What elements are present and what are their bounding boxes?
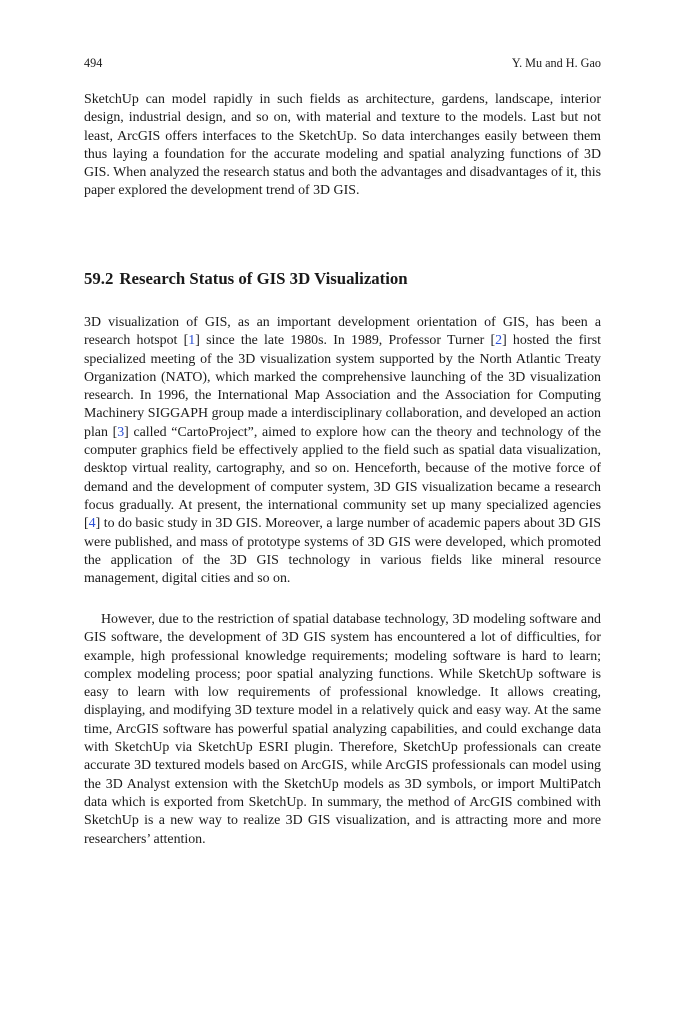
page-number: 494: [84, 56, 103, 70]
running-head: [84, 55, 601, 71]
body-paragraph-1: [84, 314, 601, 588]
section-heading: [84, 268, 601, 290]
paragraph1-text-2: ] since the late 1980s. In 1989, Professor Turner [: [195, 333, 496, 349]
running-head-authors: Y. Mu and H. Gao: [511, 56, 601, 70]
citation-link-2[interactable]: 2: [495, 333, 503, 349]
section-number: 59.2: [84, 269, 114, 288]
paragraph1-text-4: ] called “CartoProject”, aimed to explore how can the theory and technology of the computer graphics field be effectively applied to the field such as spatial data visualization, desktop virtual reality, cartography, and so on. Henceforth, because of the motive force of demand and the development of computer system, 3D GIS visualization became a research focus gradually. At present, the international community set up many specialized agencies [: [84, 424, 602, 532]
citation-link-1[interactable]: 1: [188, 333, 196, 349]
paragraph1-text-3: ] hosted the first specialized meeting of the 3D visualization system supported by the North Atlantic Treaty Organization (NATO), which marked the comprehensive launching of the 3D visualization research. In 1996, the International Map Association and the Association for Computing Machinery SIGGAPH group made a interdisciplinary collaboration, and developed an action plan [: [84, 333, 602, 440]
citation-link-4[interactable]: 4: [88, 516, 96, 532]
section-title: Research Status of GIS 3D Visualization: [119, 269, 408, 288]
paragraph1-text-1: 3D visualization of GIS, as an important development orientation of GIS, has been a research hotspot [: [84, 315, 601, 349]
citation-link-3[interactable]: 3: [117, 424, 125, 440]
body-paragraph-2: However, due to the restriction of spatial database technology, 3D modeling software and GIS software, the development of 3D GIS system has encountered a lot of difficulties, for example, high professional knowledge requirements; modeling software is hard to learn; complex modeling process; poor spatial analyzing functions. While SketchUp software is easy to learn with low requirements of professional knowledge. It allows creating, displaying, and modifying 3D texture model in a relatively quick and easy way. At the same time, ArcGIS software has powerful spatial analyzing capabilities, and could exchange data with SketchUp via SketchUp ESRI plugin. Therefore, SketchUp professionals can create accurate 3D textured models based on ArcGIS, while ArcGIS professionals can model using the 3D Analyst extension with the SketchUp models as 3D symbols, or import MultiPatch data which is exported from SketchUp. In summary, the method of ArcGIS combined with SketchUp is a new way to realize 3D GIS visualization, and is attracting more and more researchers’ attention.: [84, 612, 601, 847]
paragraph1-text-5: ] to do basic study in 3D GIS. Moreover, a large number of academic papers about 3D GIS were published, and mass of prototype systems of 3D GIS were developed, which promoted the application of the 3D GIS technology in various fields like mineral resource management, digital cities and so on.: [84, 516, 601, 587]
intro-paragraph: SketchUp can model rapidly in such fields as architecture, gardens, landscape, interior design, industrial design, and so on, with material and texture to the models. Last but not least, ArcGIS offers interfaces to the SketchUp. So data interchanges easily between them thus laying a foundation for the accurate modeling and spatial analyzing functions of 3D GIS. When analyzed the research status and both the advantages and disadvantages of it, this paper explored the development trend of 3D GIS.: [84, 92, 601, 199]
